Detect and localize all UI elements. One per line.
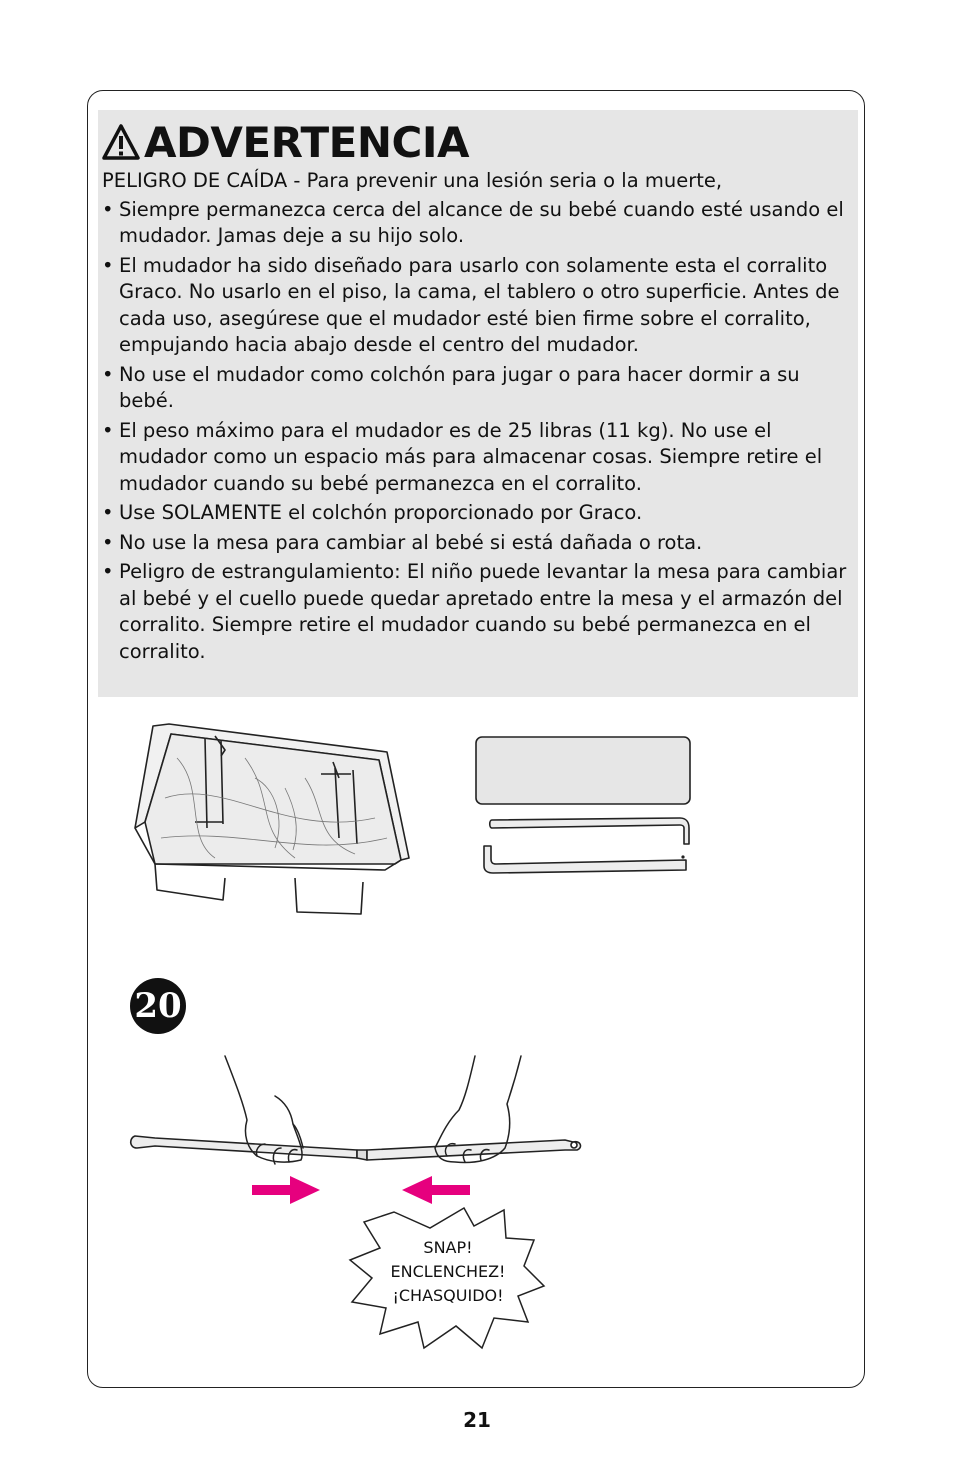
- snap-line-french: ENCLENCHEZ!: [390, 1262, 506, 1281]
- changing-table-illustration: [125, 718, 417, 916]
- warning-item: • El peso máximo para el mudador es de 25 libras (11 kg). No use el mudador como un espacio más para almacenar cosas. Siempre retire el mudador cuando su bebé permanezca en el corralito.: [102, 418, 848, 498]
- warning-item: • Peligro de estrangulamiento: El niño puede levantar la mesa para cambiar al bebé y el cuello puede quedar apretado entre la mesa y el armazón del corralito. Siempre retire el mudador cuando su bebé permanezca en el corralito.: [102, 559, 848, 665]
- push-arrow-right-icon: [250, 1174, 322, 1206]
- page-number: 21: [463, 1408, 491, 1432]
- warning-intro: PELIGRO DE CAÍDA - Para prevenir una lesión seria o la muerte,: [102, 169, 723, 192]
- snap-line-spanish: ¡CHASQUIDO!: [392, 1286, 504, 1305]
- parts-illustration: [472, 732, 698, 878]
- warning-item: • El mudador ha sido diseñado para usarlo con solamente esta el corralito Graco. No usarlo en el piso, la cama, el tablero o otro superficie. Antes de cada uso, asegúrese que el mudador esté bien firme sobre el corralito, empujando hacia abajo desde el centro del mudador.: [102, 253, 848, 359]
- snap-text: [360, 1236, 536, 1308]
- warning-item: • Use SOLAMENTE el colchón proporcionado por Graco.: [102, 500, 848, 527]
- push-arrow-left-icon: [400, 1174, 472, 1206]
- rail-assembly-illustration: [125, 1052, 587, 1182]
- snap-line-english: SNAP!: [423, 1238, 473, 1257]
- warning-item: • No use la mesa para cambiar al bebé si está dañada o rota.: [102, 530, 848, 557]
- warning-triangle-icon: [102, 124, 140, 160]
- warning-title: ADVERTENCIA: [144, 117, 469, 167]
- warning-box: [98, 110, 858, 697]
- warning-item: • No use el mudador como colchón para jugar o para hacer dormir a su bebé.: [102, 362, 848, 415]
- warning-heading: [102, 116, 848, 168]
- step-number-badge: 20: [130, 978, 186, 1034]
- warning-item: • Siempre permanezca cerca del alcance de su bebé cuando esté usando el mudador. Jamas deje a su hijo solo.: [102, 197, 848, 250]
- warning-list: [102, 197, 848, 666]
